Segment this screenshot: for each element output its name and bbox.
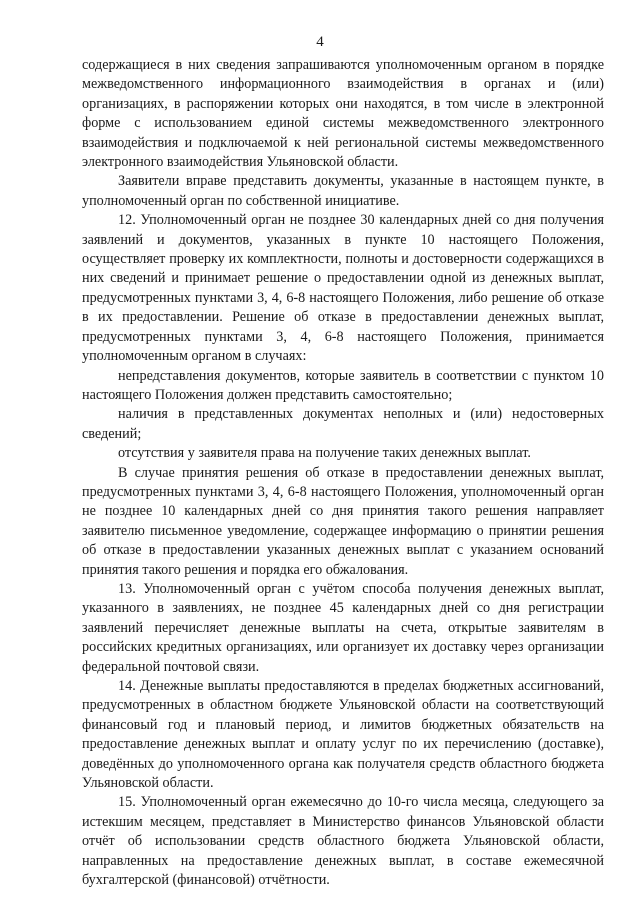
paragraph-continuation: содержащиеся в них сведения запрашиваются уполномоченным органом в порядке межведомственного информационного взаимодействия в органах и (или) организациях, в распоряжении которых они находятся, в том числе в электронной форме с использованием единой системы межведомственного электронного взаимодействия и подключаемой к ней региональной системы межведомственного электронного взаимодействия Ульяновской области. [82, 57, 604, 171]
paragraph-refusal-case-3: отсутствия у заявителя права на получение таких денежных выплат. [118, 445, 531, 462]
paragraph-clause-12: 12. Уполномоченный орган не позднее 30 календарных дней со дня получения заявлений и документов, указанных в пункте 10 настоящего Положения, осуществляет проверку их комплектности, полноты и достоверности содержащихся в них сведений и принимает решение о предоставлении одной из денежных выплат, предусмотренных пунктами 3, 4, 6-8 настоящего Положения, либо решение об отказе в их предоставлении. Решение об отказе в предоставлении денежных выплат, предусмотренных пунктами 3, 4, 6-8 настоящего Положения, принимается уполномоченным органом в случаях: [82, 212, 604, 365]
paragraph-applicants-right: Заявители вправе представить документы, указанные в настоящем пункте, в уполномоченный орган по собственной инициативе. [82, 173, 604, 209]
document-body [82, 56, 604, 890]
paragraph-refusal-notice: В случае принятия решения об отказе в предоставлении денежных выплат, предусмотренных пунктами 3, 4, 6-8 настоящего Положения, уполномоченный орган не позднее 10 календарных дней со дня принятия такого решения направляет заявителю письменное уведомление, содержащее информацию о принятии решения об отказе в предоставлении указанных денежных выплат с указанием оснований принятия такого решения и порядка его обжалования. [82, 464, 604, 578]
paragraph-clause-15: 15. Уполномоченный орган ежемесячно до 10-го числа месяца, следующего за истекшим месяцем, представляет в Министерство финансов Ульяновской области отчёт об использовании средств областного бюджета Ульяновской области, направленных на предоставление денежных выплат, в составе ежемесячной бухгалтерской (финансовой) отчётности. [82, 794, 604, 889]
paragraph-clause-13: 13. Уполномоченный орган с учётом способа получения денежных выплат, указанного в заявлениях, не позднее 45 календарных дней со дня регистрации заявлений перечисляет денежные выплаты на счета, открытые заявителям в российских кредитных организациях, или организует их доставку через организации федеральной почтовой связи. [82, 580, 604, 675]
paragraph-clause-14: 14. Денежные выплаты предоставляются в пределах бюджетных ассигнований, предусмотренных в областном бюджете Ульяновской области на соответствующий финансовый год и плановый период, и лимитов бюджетных обязательств на предоставление денежных выплат и оплату услуг по их перечислению (доставке), доведённых до уполномоченного органа как получателя средств областного бюджета Ульяновской области. [82, 678, 604, 792]
paragraph-refusal-case-1: непредставления документов, которые заявитель в соответствии с пунктом 10 настоящего Положения должен представить самостоятельно; [82, 367, 604, 403]
page-number: 4 [316, 34, 324, 50]
paragraph-refusal-case-2: наличия в представленных документах неполных и (или) недостоверных сведений; [82, 406, 604, 442]
